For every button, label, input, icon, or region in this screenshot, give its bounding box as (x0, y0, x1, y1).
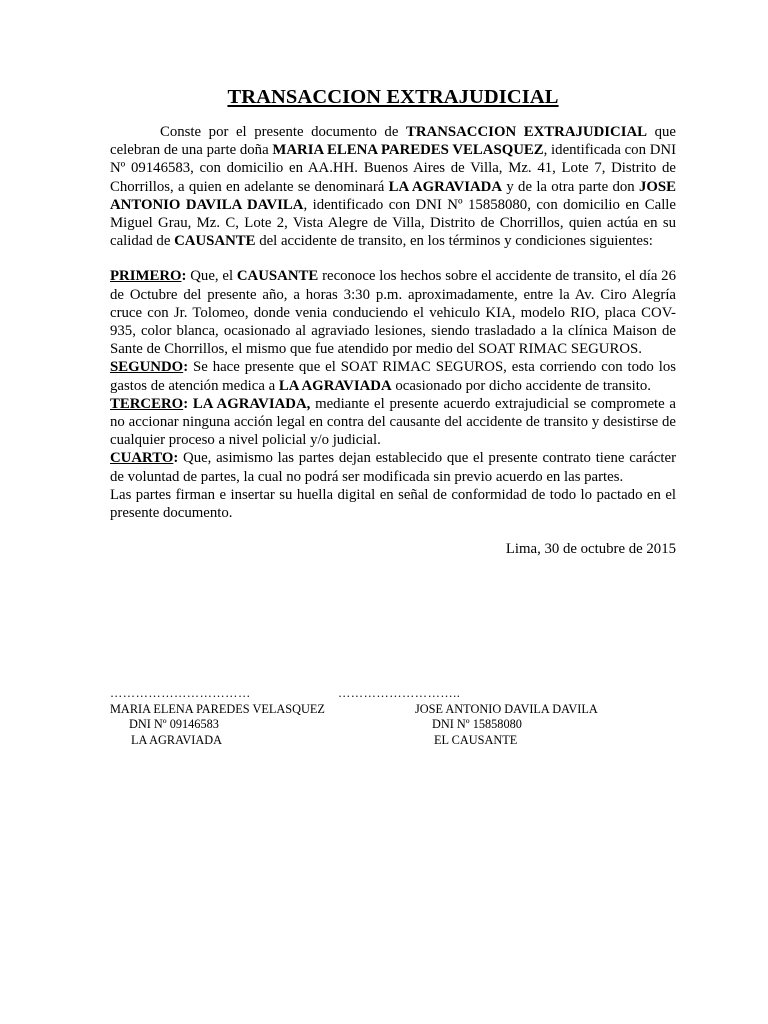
clause-colon: : (183, 395, 189, 412)
document-title: TRANSACCION EXTRAJUDICIAL (227, 86, 559, 108)
intro-text: que celebran de una parte doña (110, 124, 676, 159)
clause-bold-causante: CAUSANTE (236, 268, 319, 285)
clause-colon: : (173, 450, 179, 467)
clause-text: Que, el (186, 268, 237, 285)
signature-right (338, 686, 598, 748)
signature-line: …………………………… (110, 686, 251, 700)
clause-text: Se hace presente que el SOAT RIMAC SEGUROS, esta corriendo con todo los gastos de atención medica a (110, 359, 676, 394)
signer-role: LA AGRAVIADA (131, 732, 222, 747)
document-body (110, 86, 676, 558)
intro-bold-party-one: MARIA ELENA PAREDES VELASQUEZ (272, 142, 544, 159)
signature-line: ……………………….. (338, 686, 461, 700)
clause-label-tercero: TERCERO (110, 395, 184, 412)
signer-name: JOSE ANTONIO DAVILA DAVILA (415, 701, 598, 716)
signer-role: EL CAUSANTE (434, 732, 518, 747)
intro-text: Conste por el presente documento de (160, 124, 406, 140)
closing-paragraph: Las partes firman e insertar su huella digital en señal de conformidad de todo lo pactado en el presente documento. (110, 486, 676, 522)
clause-bold-agraviada: LA AGRAVIADA, (192, 395, 311, 412)
clause-tercero (110, 395, 676, 450)
intro-text: y de la otra parte don (502, 178, 639, 195)
signature-left (110, 686, 325, 748)
clause-text: Que, asimismo las partes dejan establecido que el presente contrato tiene carácter de voluntad de partes, la cual no podrá ser modificada sin previo acuerdo en las partes. (110, 450, 676, 485)
clause-label-primero: PRIMERO (110, 268, 182, 285)
signer-dni: DNI Nº 09146583 (129, 717, 219, 732)
intro-text: , identificado con DNI Nº 15858080, con domicilio en Calle Miguel Grau, Mz. C, Lote 2, Vista Alegre de Villa, Distrito de Chorrillos, quien actúa en su calidad de (110, 196, 676, 250)
paragraph-gap (110, 250, 676, 267)
clause-colon: : (183, 359, 189, 376)
clause-segundo (110, 358, 676, 394)
signer-name: MARIA ELENA PAREDES VELASQUEZ (110, 701, 325, 716)
clause-text: ocasionado por dicho accidente de transito. (391, 377, 651, 394)
intro-bold-party-two: JOSE ANTONIO DAVILA DAVILA (110, 178, 676, 213)
document-date: Lima, 30 de octubre de 2015 (505, 541, 676, 558)
clause-text: mediante el presente acuerdo extrajudicial se compromete a no accionar ninguna acción legal en contra del causante del accidente de transito y desistirse de cualquier proceso a nivel policial y/o judicial. (110, 395, 676, 449)
signer-dni: DNI Nº 15858080 (432, 717, 522, 732)
clause-cuarto (110, 449, 676, 485)
intro-paragraph (110, 123, 676, 250)
clause-bold-agraviada: LA AGRAVIADA (278, 377, 392, 394)
clause-label-segundo: SEGUNDO (110, 359, 184, 376)
clause-colon: : (181, 268, 187, 285)
clause-primero (110, 267, 676, 358)
clause-text: reconoce los hechos sobre el accidente de transito, el día 26 de Octubre del presente año, a horas 3:30 p.m. aproximadamente, entre la Av. Ciro Alegría cruce con Jr. Tolomeo, donde venia conduciendo el vehiculo KIA, modelo RIO, placa COV-935, color blanca, ocasionado al agraviado lesiones, siendo trasladado a la clínica Maison de Sante de Chorrillos, el mismo que fue atendido por medio del SOAT RIMAC SEGUROS. (110, 268, 676, 358)
intro-bold-agraviada: LA AGRAVIADA (388, 178, 503, 195)
clause-label-cuarto: CUARTO (110, 450, 174, 467)
intro-bold-document-type: TRANSACCION EXTRAJUDICIAL (405, 124, 648, 140)
intro-bold-causante: CAUSANTE (174, 233, 256, 250)
intro-text: del accidente de transito, en los términos y condiciones siguientes: (255, 233, 653, 250)
intro-text: , identificada con DNI Nº 09146583, con domicilio en AA.HH. Buenos Aires de Villa, Mz. 41, Lote 7, Distrito de Chorrillos, a quien en adelante se denominará (110, 142, 676, 195)
